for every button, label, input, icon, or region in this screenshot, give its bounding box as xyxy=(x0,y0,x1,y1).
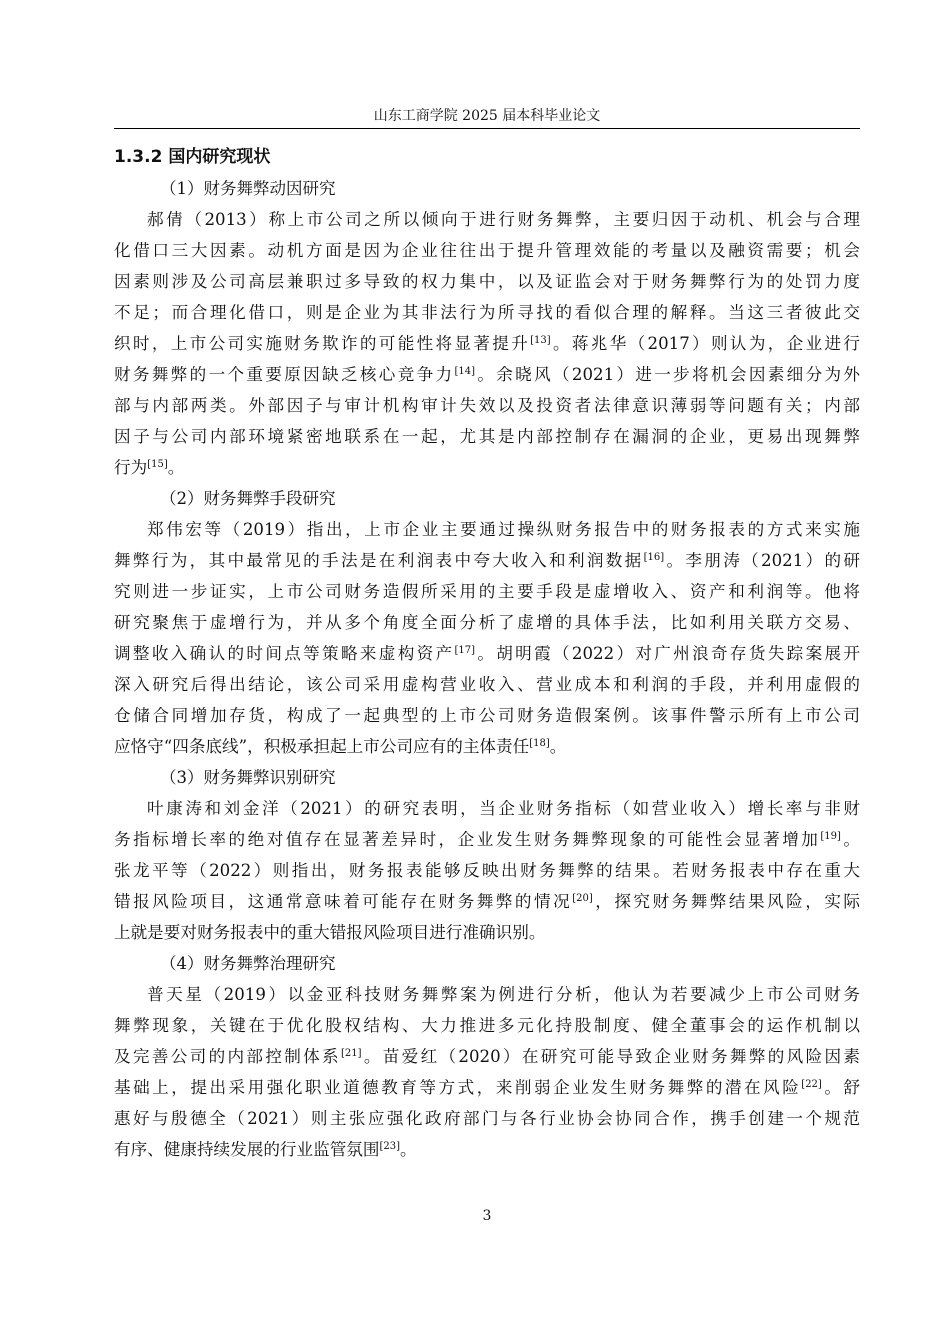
paragraph-line: 惠好与殷德全（2021）则主张应强化政府部门与各行业协会协同合作，携手创建一个规范 xyxy=(114,1109,860,1128)
line-text: 。 xyxy=(400,1140,417,1159)
line-text: 务指标增长率的绝对值存在显著差异时，企业发生财务舞弊现象的可能性会显著增加 xyxy=(114,830,821,849)
subsection-heading: （2）财务舞弊手段研究 xyxy=(160,489,336,508)
citation-ref: [18] xyxy=(529,738,550,749)
citation-ref: [22] xyxy=(801,1079,822,1090)
line-text: 。舒 xyxy=(821,1078,861,1097)
paragraph-line: 上就是要对财务报表中的重大错报风险项目进行准确识别。 xyxy=(114,923,546,942)
paragraph-line xyxy=(114,359,860,390)
line-text: 。 xyxy=(840,830,860,849)
subsection-heading: （3）财务舞弊识别研究 xyxy=(160,768,336,787)
line-text: ，探究财务舞弊结果风险，实际 xyxy=(592,892,861,911)
line-text: 行为 xyxy=(114,458,148,477)
paragraph-line xyxy=(114,731,860,762)
citation-ref: [15] xyxy=(147,459,168,470)
paragraph-line: 深入研究后得出结论，该公司采用虚构营业收入、营业成本和利润的手段，并利用虚假的 xyxy=(114,675,860,694)
paragraph-line xyxy=(114,824,860,855)
paragraph-line: 叶康涛和刘金洋（2021）的研究表明，当企业财务指标（如营业收入）增长率与非财 xyxy=(147,799,860,818)
paragraph-line xyxy=(114,886,860,917)
paragraph-line: 普天星（2019）以金亚科技财务舞弊案为例进行分析，他认为若要减少上市公司财务 xyxy=(147,985,860,1004)
line-text: 。胡明霞（2022）对广州浪奇存货失踪案展开 xyxy=(475,644,861,663)
paragraph-line: 因子与公司内部环境紧密地联系在一起，尤其是内部控制存在漏洞的企业，更易出现舞弊 xyxy=(114,427,860,446)
citation-ref: [23] xyxy=(379,1141,401,1152)
subsection-heading: （4）财务舞弊治理研究 xyxy=(160,954,336,973)
paragraph-line: 究则进一步证实，上市公司财务造假所采用的主要手段是虚增收入、资产和利润等。他将 xyxy=(114,582,860,601)
paragraph-line: 部与内部两类。外部因子与审计机构审计失效以及投资者法律意识薄弱等问题有关；内部 xyxy=(114,396,860,415)
line-text: 。余晓风（2021）进一步将机会因素细分为外 xyxy=(475,365,861,384)
citation-ref: [14] xyxy=(454,366,475,377)
paragraph-line: 因素则涉及公司高层兼职过多导致的权力集中，以及证监会对于财务舞弊行为的处罚力度 xyxy=(114,272,860,291)
paragraph-line xyxy=(114,1041,860,1072)
paragraph-line: 郑伟宏等（2019）指出，上市企业主要通过操纵财务报告中的财务报表的方式来实施 xyxy=(147,520,860,539)
section-title: 1.3.2 国内研究现状 xyxy=(114,147,271,167)
citation-ref: [19] xyxy=(820,831,841,842)
line-text: 错报风险项目，这通常意味着可能存在财务舞弊的情况 xyxy=(114,892,573,911)
line-text: 。苗爱红（2020）在研究可能导致企业财务舞弊的风险因素 xyxy=(361,1047,861,1066)
citation-ref: [20] xyxy=(572,893,593,904)
page-content xyxy=(114,142,860,1165)
paragraph-line xyxy=(114,1072,860,1103)
header-rule xyxy=(114,128,860,129)
line-text: 应恪守“四条底线”，积极承担起上市公司应有的主体责任 xyxy=(114,737,530,756)
paragraph-line: 张龙平等（2022）则指出，财务报表能够反映出财务舞弊的结果。若财务报表中存在重大 xyxy=(114,861,860,880)
paragraph xyxy=(114,979,860,1165)
line-text: 财务舞弊的一个重要原因缺乏核心竞争力 xyxy=(114,365,455,384)
citation-ref: [21] xyxy=(340,1048,362,1059)
line-text: 。李朋涛（2021）的研 xyxy=(664,551,861,570)
paragraph xyxy=(114,204,860,483)
line-text: 基础上，提出采用强化职业道德教育等方式，来削弱企业发生财务舞弊的潜在风险 xyxy=(114,1078,802,1097)
citation-ref: [17] xyxy=(454,645,475,656)
paragraph-line xyxy=(114,452,860,483)
line-text: 有序、健康持续发展的行业监管氛围 xyxy=(114,1140,380,1159)
paragraph xyxy=(114,514,860,762)
page-number: 3 xyxy=(482,1208,492,1224)
line-text: 及完善公司的内部控制体系 xyxy=(114,1047,341,1066)
paragraph-line xyxy=(114,328,860,359)
paragraph-line: 郝倩（2013）称上市公司之所以倾向于进行财务舞弊，主要归因于动机、机会与合理 xyxy=(147,210,860,229)
line-text: 。蒋兆华（2017）则认为，企业进行 xyxy=(550,334,861,353)
line-text: 织时，上市公司实施财务欺诈的可能性将显著提升 xyxy=(114,334,531,353)
subsection-heading: （1）财务舞弊动因研究 xyxy=(160,179,336,198)
line-text: 调整收入确认的时间点等策略来虚构资产 xyxy=(114,644,455,663)
paragraph-line: 不足；而合理化借口，则是企业为其非法行为所寻找的看似合理的解释。当这三者彼此交 xyxy=(114,303,860,322)
citation-ref: [16] xyxy=(643,552,665,563)
paragraph-line xyxy=(114,638,860,669)
line-text: 。 xyxy=(549,737,567,756)
paragraph-line: 仓储合同增加存货，构成了一起典型的上市公司财务造假案例。该事件警示所有上市公司 xyxy=(114,706,860,725)
citation-ref: [13] xyxy=(530,335,551,346)
line-text: 舞弊行为，其中最常见的手法是在利润表中夸大收入和利润数据 xyxy=(114,551,644,570)
paragraph-line xyxy=(114,1134,860,1165)
paragraph-line: 研究聚焦于虚增行为，并从多个角度全面分析了虚增的具体手法，比如利用关联方交易、 xyxy=(114,613,860,632)
running-header: 山东工商学院 2025 届本科毕业论文 xyxy=(373,108,601,124)
paragraph-line xyxy=(114,545,860,576)
paragraph xyxy=(114,793,860,948)
paragraph-line: 舞弊现象，关键在于优化股权结构、大力推进多元化持股制度、健全董事会的运作机制以 xyxy=(114,1016,860,1035)
line-text: 。 xyxy=(167,458,185,477)
paragraph-line: 化借口三大因素。动机方面是因为企业往往出于提升管理效能的考量以及融资需要；机会 xyxy=(114,241,860,260)
